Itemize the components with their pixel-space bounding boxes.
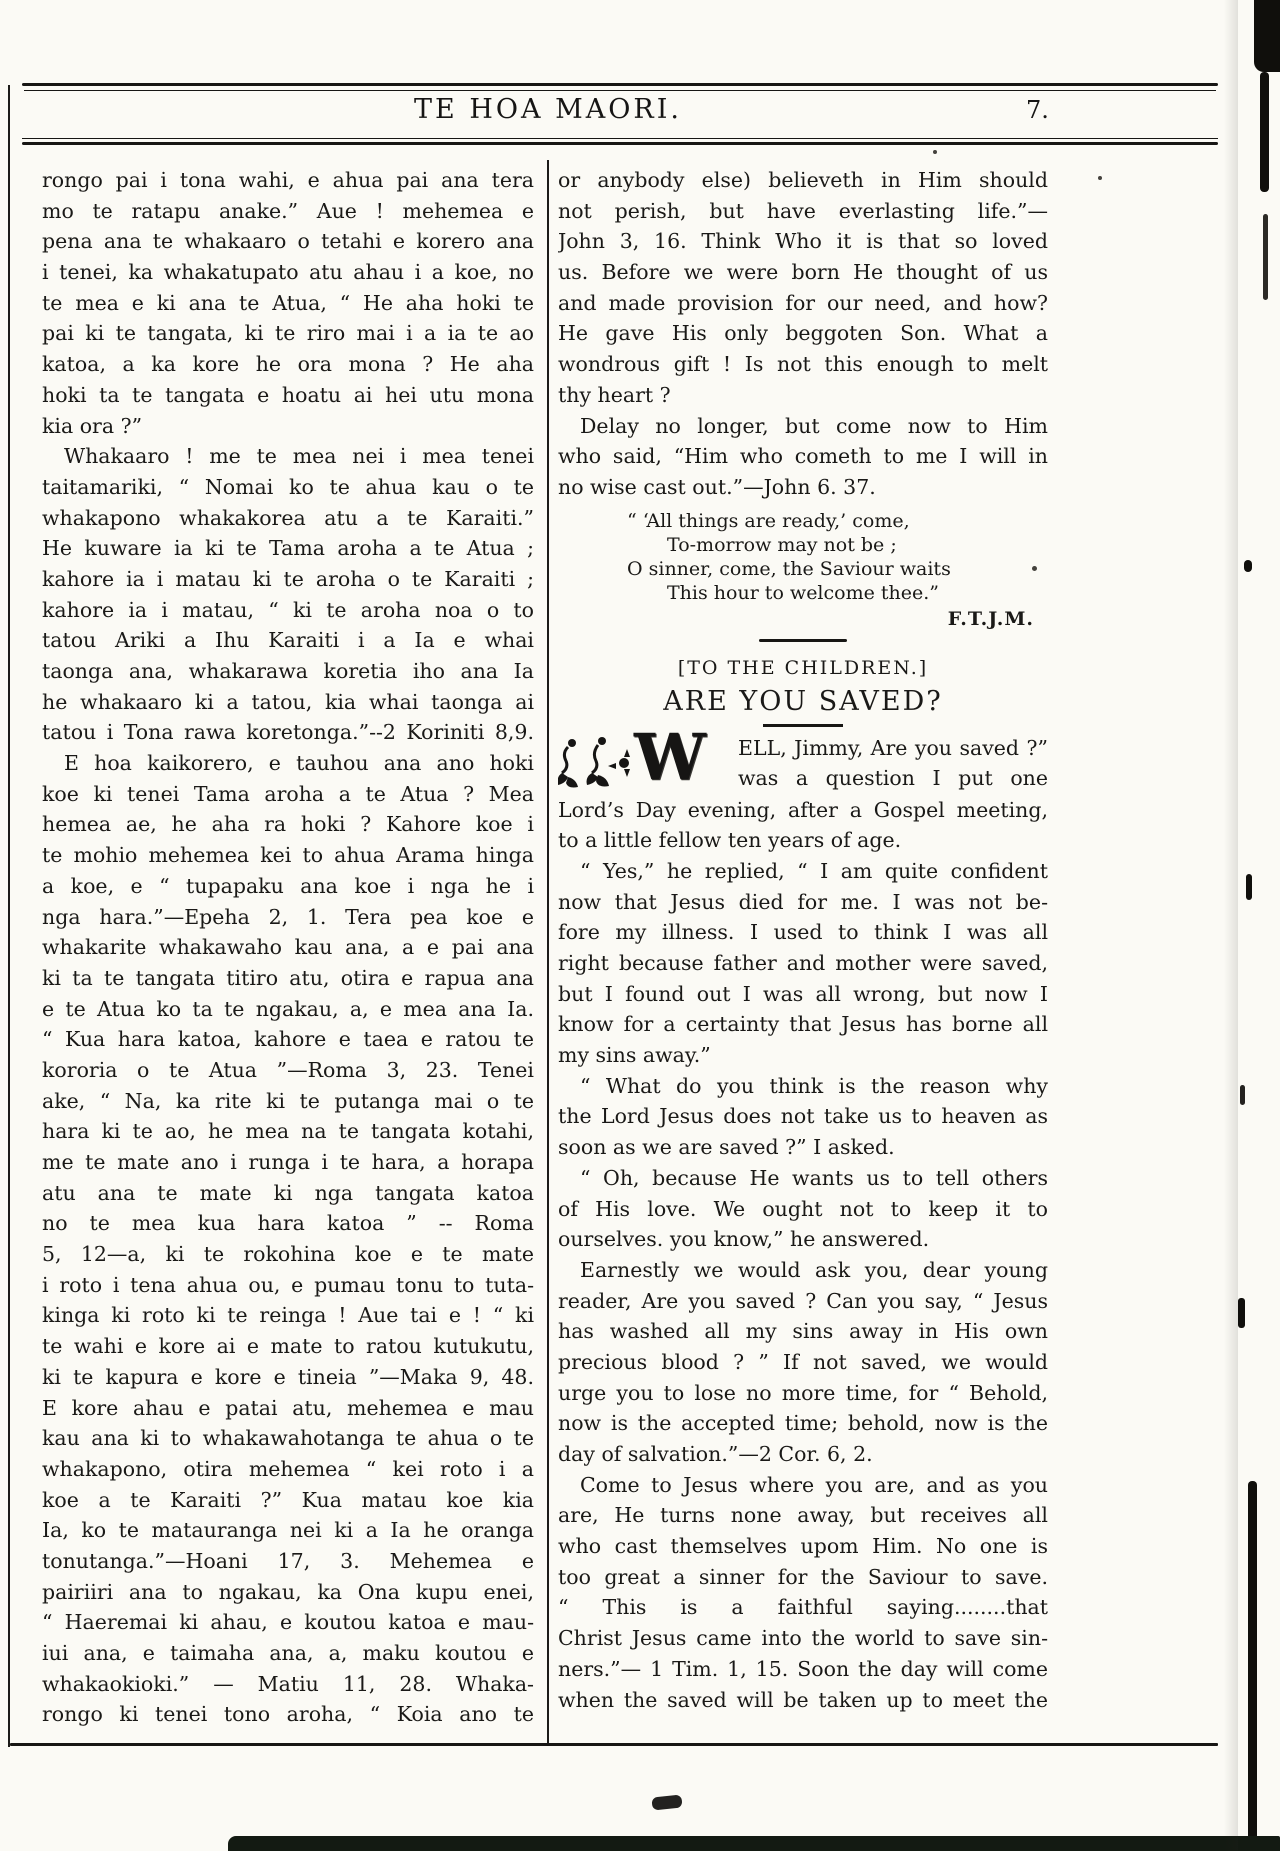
text-line: now is the accepted time; behold, now is the: [558, 1411, 1048, 1436]
page-number: 7.: [1026, 96, 1049, 124]
scan-artifact-ink-smudge: [651, 1794, 682, 1810]
masthead-top-rule-light: [24, 90, 1216, 91]
hymn-verse: [627, 509, 979, 605]
text-line: when the saved will be taken up to meet the: [558, 1687, 1048, 1712]
author-initials: F.T.J.M.: [947, 607, 1034, 630]
text-line: kahore ia i matau ki te aroha o te Karaiti ;: [42, 566, 534, 591]
scan-artifact-speck: [1240, 1085, 1245, 1105]
text-line: ki te kapura e kore e tineia ”—Maka 9, 48.: [42, 1364, 534, 1389]
text-line: mo te ratapu anake.” Aue ! mehemea e: [42, 198, 534, 223]
text-line: E kore ahau e patai atu, mehemea e mau: [42, 1395, 534, 1420]
text-line: Lord’s Day evening, after a Gospel meeting,: [558, 797, 1048, 822]
text-line: pena ana te whakaaro o tetahi e korero ana: [42, 229, 534, 254]
text-line: ake, “ Na, ka rite ki te putanga mai o te: [42, 1088, 534, 1113]
left-frame-rule: [8, 85, 10, 1747]
text-line: to a little fellow ten years of age.: [558, 828, 902, 853]
text-line: koe ki tenei Tama aroha a te Atua ? Mea: [42, 781, 534, 806]
ornament-cell: [558, 719, 738, 795]
text-line: whakarite whakawaho kau ana, a e pai ana: [42, 935, 534, 960]
text-line: ners.”— 1 Tim. 1, 15. Soon the day will come: [558, 1656, 1048, 1681]
text-line: atu ana te mate ki nga tangata katoa: [42, 1180, 534, 1205]
text-line: but I found out I was all wrong, but now I: [558, 981, 1048, 1006]
poem-line: To-morrow may not be ;: [667, 533, 897, 556]
text-line: me te mate ano i runga i te hara, a horapa: [42, 1150, 534, 1174]
text-line: 5, 12—a, ki te rokohina koe e te mate: [42, 1242, 534, 1267]
masthead-bottom-rule-light: [22, 138, 1218, 139]
drop-cap-lines: [738, 733, 1048, 795]
text-line: whakaokioki.” — Matiu 11, 28. Whaka-: [42, 1671, 534, 1696]
text-line: te wahi e kore ai e mate to ratou kutukutu,: [42, 1334, 534, 1359]
text-line: reader, Are you saved ? Can you say, “ Jesus: [558, 1288, 1048, 1313]
text-line: pairiiri ana to ngakau, ka Ona kupu enei,: [42, 1579, 534, 1604]
text-line: Ia, ko te matauranga nei ki a Ia he oranga: [42, 1518, 534, 1543]
text-line: has washed all my sins away in His own: [558, 1319, 1048, 1344]
text-line: hemea ae, he aha ra hoki ? Kahore koe i: [42, 812, 534, 837]
scan-artifact-dot: [933, 150, 937, 154]
drop-cap-paragraph-start: [558, 719, 1048, 795]
text-line: te mohio mehemea kei to ahua Arama hinga: [42, 843, 534, 868]
text-line: kia ora ?”: [42, 413, 143, 438]
text-line: too great a sinner for the Saviour to save.: [558, 1564, 1048, 1589]
text-line: e te Atua ko ta te ngakau, a, e mea ana Ia.: [42, 996, 534, 1021]
text-line: kororia o te Atua ”—Roma 3, 23. Tenei: [42, 1057, 534, 1082]
text-line: Whakaaro ! me te mea nei i mea tenei: [64, 444, 534, 469]
text-line: ki ta te tangata titiro atu, otira e rapua ana: [42, 965, 534, 990]
fleuron-ornament-icon: [558, 733, 636, 795]
right-column-english-text: [558, 165, 1048, 1737]
text-line: “ Oh, because He wants us to tell others: [580, 1165, 1048, 1190]
text-line: who said, “Him who cometh to me I will in: [558, 444, 1048, 469]
text-line: urge you to lose no more time, for “ Behold,: [558, 1380, 1048, 1405]
poem-line: “ ‘All things are ready,’ come,: [627, 509, 910, 532]
text-line: kinga ki roto ki te reinga ! Aue tai e ! “ ki: [42, 1303, 534, 1328]
text-line: a koe, e “ tupapaku ana koe i nga he i: [42, 873, 534, 898]
text-line: tatou i Tona rawa koretonga.”--2 Koriniti 8,9.: [42, 720, 534, 745]
text-line: iui ana, e taimaha ana, a, maku koutou e: [42, 1641, 534, 1665]
scan-artifact-speck: [1238, 1298, 1245, 1328]
text-line: katoa, a ka kore he ora mona ? He aha: [42, 352, 534, 377]
poem-line: This hour to welcome thee.”: [667, 581, 940, 604]
text-line: ELL, Jimmy, Are you saved ?”: [738, 735, 1048, 760]
section-divider-rule: [759, 639, 847, 642]
text-line: who cast themselves upom Him. No one is: [558, 1534, 1048, 1559]
text-line: whakapono whakakorea atu a te Karaiti.”: [42, 505, 534, 530]
text-line: tonutanga.”—Hoani 17, 3. Mehemea e: [42, 1548, 534, 1573]
scan-artifact-dot: [1098, 176, 1102, 180]
text-line: koe a te Karaiti ?” Kua matau koe kia: [42, 1487, 534, 1512]
left-column-maori-text: [42, 165, 534, 1737]
text-line: kahore ia i matau, “ ki te aroha noa o to: [42, 597, 534, 622]
text-line: He gave His only beggoten Son. What a: [558, 321, 1048, 346]
scan-artifact-speck: [1244, 560, 1252, 572]
text-line: thy heart ?: [558, 382, 671, 407]
heading-underline-rule: [763, 724, 843, 727]
column-divider-rule: [547, 160, 549, 1743]
text-line: soon as we are saved ?” I asked.: [558, 1135, 895, 1160]
paragraph-john-3-16: [558, 165, 1048, 503]
section-kicker: [TO THE CHILDREN.]: [677, 656, 929, 679]
scan-artifact-streak: [1260, 72, 1269, 192]
page-edge-shading: [1224, 0, 1238, 1851]
paragraph-are-you-saved-body: [558, 795, 1048, 1716]
text-line: the Lord Jesus does not take us to heaven as: [558, 1104, 1048, 1129]
text-line: not perish, but have everlasting life.”—: [558, 198, 1048, 223]
scan-artifact-streak: [1263, 214, 1268, 300]
text-line: know for a certainty that Jesus has borne all: [558, 1012, 1048, 1037]
bottom-frame-rule: [10, 1743, 1218, 1746]
text-line: John 3, 16. Think Who it is that so loved: [558, 229, 1048, 254]
text-line: right because father and mother were saved,: [558, 951, 1048, 975]
text-line: pai ki te tangata, ki te riro mai i a ia te ao: [42, 321, 534, 346]
text-line: of His love. We ought not to keep it to: [558, 1196, 1048, 1221]
text-line: precious blood ? ” If not saved, we would: [558, 1349, 1048, 1374]
masthead-top-rule-heavy: [22, 83, 1218, 86]
text-line: are, He turns none away, but receives all: [558, 1503, 1048, 1528]
text-line: us. Before we were born He thought of us: [558, 260, 1048, 285]
text-line: i tenei, ka whakatupato atu ahau i a koe, no: [42, 260, 534, 285]
text-line: was a question I put one: [738, 766, 1048, 791]
scan-artifact-corner-blob: [1254, 0, 1280, 72]
text-line: ourselves. you know,” he answered.: [558, 1227, 930, 1252]
text-line: my sins away.”: [558, 1043, 711, 1068]
text-line: he whakaaro ki a tatou, kia whai taonga ai: [42, 689, 534, 714]
section-heading: ARE YOU SAVED?: [663, 685, 943, 717]
text-line: wondrous gift ! Is not this enough to melt: [558, 352, 1048, 377]
text-line: hoki ta te tangata e hoatu ai hei utu mona: [42, 382, 534, 407]
text-line: rongo ki tenei tono aroha, “ Koia ano te: [42, 1702, 534, 1727]
text-line: “ This is a faithful saying........that: [558, 1595, 1048, 1620]
text-line: day of salvation.”—2 Cor. 6, 2.: [558, 1442, 873, 1466]
drop-cap-letter: W: [634, 719, 706, 795]
text-line: He kuware ia ki te Tama aroha a te Atua ;: [42, 536, 534, 561]
scan-artifact-bottom-band: [228, 1836, 1280, 1851]
text-line: taonga ana, whakarawa koretia iho ana Ia: [42, 659, 534, 683]
text-line: “ Yes,” he replied, “ I am quite confident: [580, 858, 1048, 883]
scan-artifact-binding-streak: [1248, 1481, 1257, 1851]
text-line: whakapono, otira mehemea “ kei roto i a: [42, 1456, 534, 1481]
text-line: Delay no longer, but come now to Him: [580, 413, 1048, 438]
masthead-bottom-rule-heavy: [22, 142, 1218, 145]
text-line: nga hara.”—Epeha 2, 1. Tera pea koe e: [42, 904, 534, 929]
text-line: kau ana ki to whakawahotanga te ahua o te: [42, 1426, 534, 1451]
text-line: “ What do you think is the reason why: [580, 1073, 1048, 1098]
text-line: fore my illness. I used to think I was all: [558, 920, 1048, 945]
scan-artifact-speck: [1246, 874, 1252, 900]
masthead-title: TE HOA MAORI.: [414, 94, 682, 125]
poem-line: O sinner, come, the Saviour waits: [627, 557, 951, 580]
text-line: Christ Jesus came into the world to save sin-: [558, 1626, 1048, 1651]
text-line: no wise cast out.”—John 6. 37.: [558, 474, 876, 499]
scan-artifact-dot: [1032, 566, 1037, 571]
text-line: no te mea kua hara katoa ” -- Roma: [42, 1211, 534, 1236]
text-line: i roto i tena ahua ou, e pumau tonu to tuta-: [42, 1272, 534, 1297]
text-line: and made provision for our need, and how?: [558, 290, 1048, 315]
text-line: “ Haeremai ki ahau, e koutou katoa e mau-: [42, 1610, 534, 1635]
text-line: tatou Ariki a Ihu Karaiti i a Ia e whai: [42, 628, 534, 653]
text-line: hara ki te ao, he mea na te tangata kotahi,: [42, 1119, 534, 1144]
text-line: E hoa kaikorero, e tauhou ana ano hoki: [64, 751, 534, 776]
text-line: now that Jesus died for me. I was not be-: [558, 889, 1048, 914]
text-line: taitamariki, “ Nomai ko te ahua kau o te: [42, 474, 534, 499]
text-line: Earnestly we would ask you, dear young: [580, 1257, 1048, 1282]
text-line: “ Kua hara katoa, kahore e taea e ratou te: [42, 1027, 534, 1052]
text-line: te mea e ki ana te Atua, “ He aha hoki te: [42, 290, 534, 315]
text-line: or anybody else) believeth in Him should: [558, 168, 1048, 192]
text-line: rongo pai i tona wahi, e ahua pai ana tera: [42, 168, 534, 192]
text-line: Come to Jesus where you are, and as you: [580, 1472, 1048, 1497]
